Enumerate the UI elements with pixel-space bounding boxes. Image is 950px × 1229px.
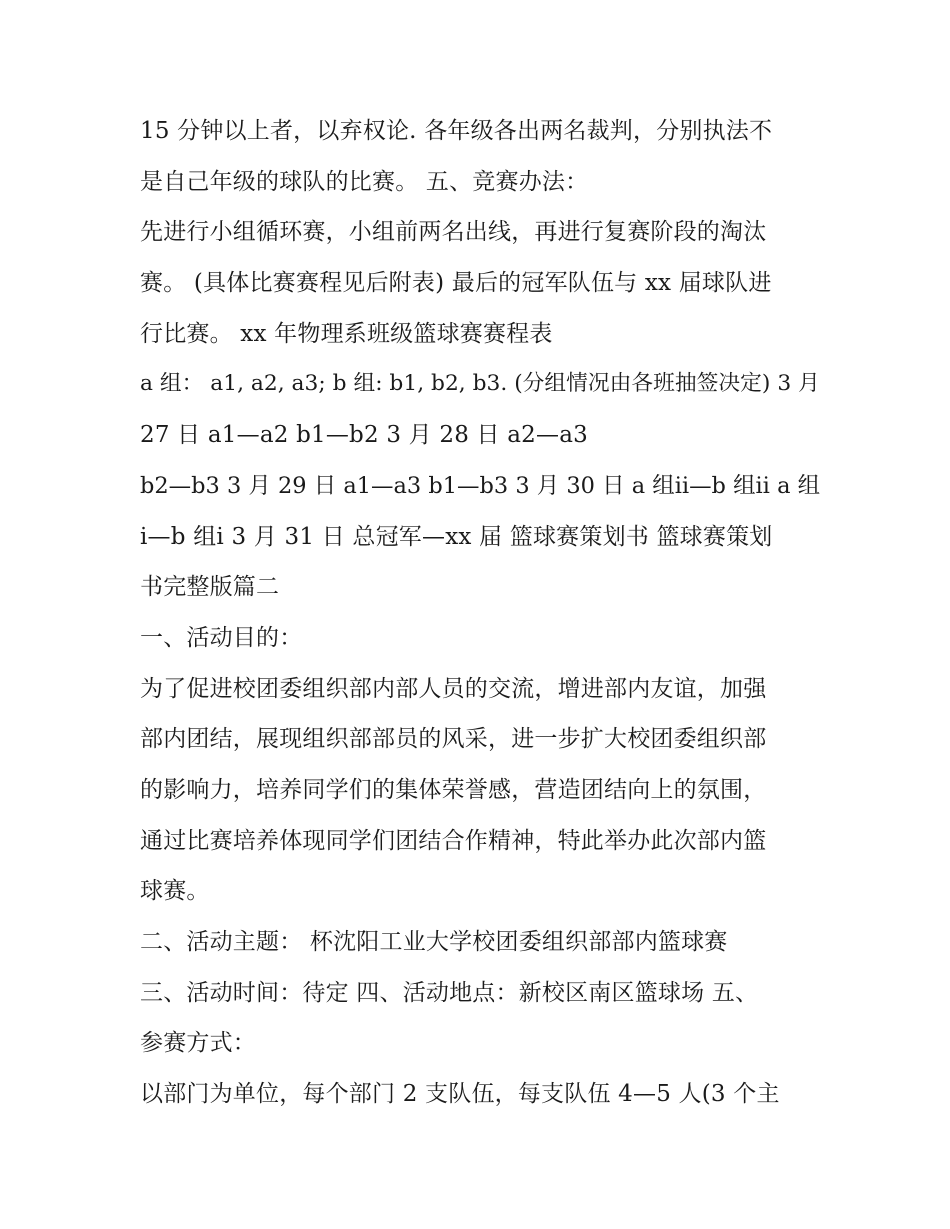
text-line: 部内团结，展现组织部部员的风采，进一步扩大校团委组织部 bbox=[140, 726, 767, 753]
text-line: 书完整版篇二 bbox=[140, 574, 280, 601]
text-line: 是自己年级的球队的比赛。 五、竞赛办法： bbox=[140, 168, 589, 195]
text-line: 球赛。 bbox=[140, 878, 210, 905]
text-line: a 组： a1, a2, a3; b 组: b1, b2, b3. (分组情况由各班抽签决定) 3 月 bbox=[140, 371, 820, 397]
text-line: 参赛方式： bbox=[140, 1030, 256, 1057]
document-body bbox=[140, 106, 820, 1120]
text-line: 先进行小组循环赛，小组前两名出线，再进行复赛阶段的淘汰 bbox=[140, 219, 767, 246]
text-line: 三、活动时间：待定 四、活动地点：新校区南区篮球场 五、 bbox=[140, 979, 759, 1006]
text-line: 赛。 (具体比赛赛程见后附表) 最后的冠军队伍与 xx 届球队进 bbox=[140, 270, 772, 297]
text-line: 15 分钟以上者，以弃权论. 各年级各出两名裁判，分别执法不 bbox=[140, 118, 773, 144]
text-line: 为了促进校团委组织部内部人员的交流，增进部内友谊，加强 bbox=[140, 675, 767, 702]
text-line: 的影响力，培养同学们的集体荣誉感，营造团结向上的氛围， bbox=[140, 776, 767, 803]
text-line: 通过比赛培养体现同学们团结合作精神，特此举办此次部内篮 bbox=[140, 827, 767, 854]
text-line: 以部门为单位，每个部门 2 支队伍，每支队伍 4—5 人(3 个主 bbox=[140, 1081, 780, 1108]
text-line: 行比赛。 xx 年物理系班级篮球赛赛程表 bbox=[140, 320, 553, 347]
section-heading: 一、活动目的： bbox=[140, 624, 303, 651]
text-line: b2—b3 3 月 29 日 a1—a3 b1—b3 3 月 30 日 a 组ⅱ—b 组ⅱ a 组 bbox=[140, 472, 821, 499]
text-line: ⅰ—b 组ⅰ 3 月 31 日 总冠军—xx 届 篮球赛策划书 篮球赛策划 bbox=[140, 523, 773, 550]
text-line: 27 日 a1—a2 b1—b2 3 月 28 日 a2—a3 bbox=[140, 422, 588, 449]
section-heading: 二、活动主题： 杯沈阳工业大学校团委组织部部内篮球赛 bbox=[140, 929, 728, 955]
